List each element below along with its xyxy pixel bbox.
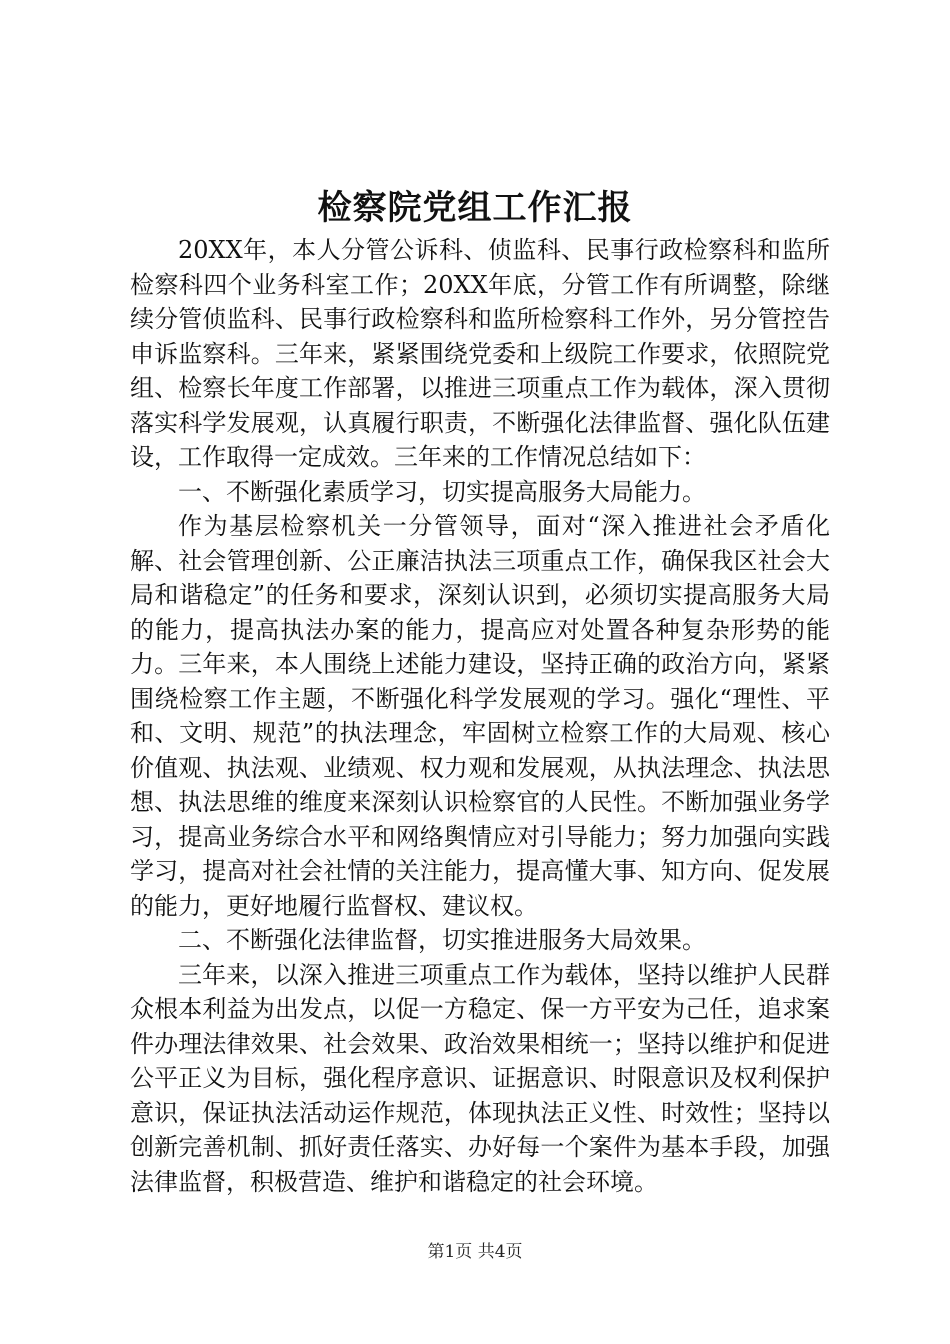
document-title: 检察院党组工作汇报 (317, 188, 633, 228)
intro-paragraph: 20XX年，本人分管公诉科、侦监科、民事行政检察科和监所检察科四个业务科室工作；20XX年底，分管工作有所调整，除继续分管侦监科、民事行政检察科和监所检察科工作外，另分管控告申诉监察科。三年来，紧紧围绕党委和上级院工作要求，依照院党组、检察长年度工作部署，以推进三项重点工作为载体，深入贯彻落实科学发展观，认真履行职责，不断强化法律监督、强化队伍建设，工作取得一定成效。三年来的工作情况总结如下： (130, 236, 830, 471)
section-2-paragraph: 三年来，以深入推进三项重点工作为载体，坚持以维护人民群众根本利益为出发点，以促一方稳定、保一方平安为己任，追求案件办理法律效果、社会效果、政治效果相统一；坚持以维护和促进公平正义为目标，强化程序意识、证据意识、时限意识及权利保护意识，保证执法活动运作规范，体现执法正义性、时效性；坚持以创新完善机制、抓好责任落实、办好每一个案件为基本手段，加强法律监督，积极营造、维护和谐稳定的社会环境。 (130, 960, 830, 1196)
document-body (130, 233, 830, 1199)
section-1-paragraph: 作为基层检察机关一分管领导，面对“深入推进社会矛盾化解、社会管理创新、公正廉洁执法三项重点工作，确保我区社会大局和谐稳定”的任务和要求，深刻认识到，必须切实提高服务大局的能力，提高执法办案的能力，提高应对处置各种复杂形势的能力。三年来，本人围绕上述能力建设，坚持正确的政治方向，紧紧围绕检察工作主题，不断强化科学发展观的学习。强化“理性、平和、文明、规范”的执法理念，牢固树立检察工作的大局观、核心价值观、执法观、业绩观、权力观和发展观，从执法理念、执法思想、执法思维的维度来深刻认识检察官的人民性。不断加强业务学习，提高业务综合水平和网络舆情应对引导能力；努力加强向实践学习，提高对社会社情的关注能力，提高懂大事、知方向、促发展的能力，更好地履行监督权、建议权。 (130, 512, 830, 920)
page-number-footer: 第1页 共4页 (427, 1242, 523, 1262)
section-heading-1: 一、不断强化素质学习，切实提高服务大局能力。 (178, 477, 706, 506)
section-heading-2: 二、不断强化法律监督，切实推进服务大局效果。 (178, 926, 706, 954)
